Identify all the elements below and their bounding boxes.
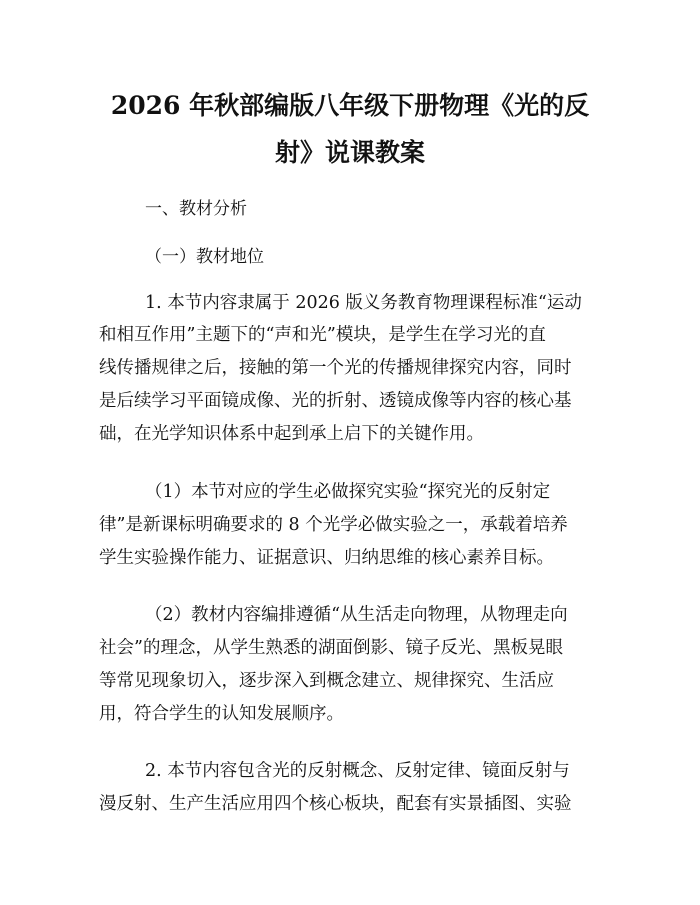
paragraph-3-line-1: （2）教材内容编排遵循“从生活走向物理，从物理走向 — [145, 605, 568, 625]
paragraph-4-line-1: 2. 本节内容包含光的反射概念、反射定律、镜面反射与 — [145, 761, 570, 781]
document-title-line-1: 2026 年秋部编版八年级下册物理《光的反 — [110, 91, 590, 120]
subsection-heading-material-status: （一）教材地位 — [145, 247, 264, 267]
paragraph-1-line-4: 是后续学习平面镜成像、光的折射、透镜成像等内容的核心基 — [99, 391, 572, 411]
document-title-line-2: 射》说课教案 — [274, 138, 425, 167]
paragraph-3-line-2: 社会”的理念，从学生熟悉的湖面倒影、镜子反光、黑板晃眼 — [99, 638, 563, 658]
paragraph-2-line-3: 学生实验操作能力、证据意识、归纳思维的核心素养目标。 — [99, 548, 554, 568]
paragraph-2-line-1: （1）本节对应的学生必做探究实验“探究光的反射定 — [145, 482, 551, 502]
section-heading-teaching-material-analysis: 一、教材分析 — [145, 199, 247, 219]
paragraph-4-line-2: 漫反射、生产生活应用四个核心板块，配套有实景插图、实验 — [99, 794, 572, 814]
paragraph-1-line-1: 1. 本节内容隶属于 2026 版义务教育物理课程标准“运动 — [145, 293, 582, 313]
paragraph-1-line-3: 线传播规律之后，接触的第一个光的传播规律探究内容，同时 — [99, 358, 572, 378]
paragraph-1-line-2: 和相互作用”主题下的“声和光”模块，是学生在学习光的直 — [99, 325, 546, 345]
paragraph-3-line-3: 等常见现象切入，逐步深入到概念建立、规律探究、生活应 — [99, 671, 554, 691]
paragraph-3-line-4: 用，符合学生的认知发展顺序。 — [99, 704, 344, 724]
paragraph-1-line-5: 础，在光学知识体系中起到承上启下的关键作用。 — [99, 424, 484, 444]
paragraph-2-line-2: 律”是新课标明确要求的 8 个光学必做实验之一，承载着培养 — [99, 515, 568, 535]
